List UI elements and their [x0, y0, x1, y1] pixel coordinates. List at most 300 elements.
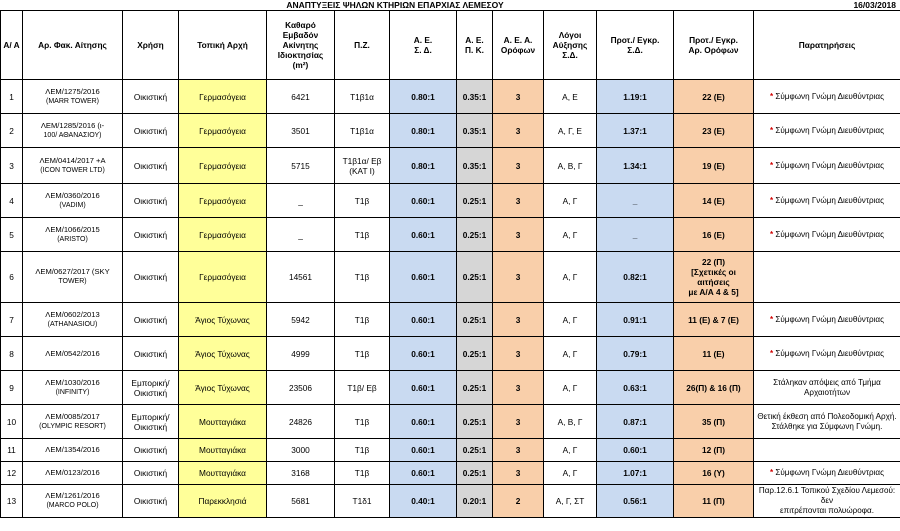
cell-use — [123, 405, 179, 439]
cell-area: _ — [267, 184, 335, 218]
prot-floors: 12 (Π) — [701, 445, 726, 455]
col-area-l4: Ιδιοκτησίας — [277, 50, 324, 60]
use-label: Οικιστική — [133, 229, 168, 240]
cell-ae-pk: 0.25:1 — [457, 405, 493, 439]
cell-ae-sd: 0.60:1 — [390, 405, 457, 439]
col-area-l2: Εμβαδόν — [282, 30, 319, 40]
col-prot-sd-l2: Σ.Δ. — [627, 45, 643, 55]
cell-ae-sd: 0.40:1 — [390, 485, 457, 518]
cell-remarks — [754, 439, 900, 462]
file-number: ΛΕΜ/1354/2016 — [45, 445, 100, 454]
cell-aea: 3 — [493, 337, 544, 371]
col-prot-or-l2: Αρ. Ορόφων — [688, 45, 739, 55]
cell-remarks — [754, 371, 900, 405]
remark-text: Σύμφωνη Γνώμη Διευθύντριας — [773, 125, 885, 135]
table-row — [1, 80, 900, 114]
cell-ae-pk: 0.25:1 — [457, 252, 493, 303]
use-label: Οικιστική — [133, 314, 168, 325]
col-reasons-l1: Λόγοι — [558, 30, 582, 40]
table-row — [1, 184, 900, 218]
col-ae-pk-l2: Π. Κ. — [465, 45, 484, 55]
cell-authority: Γερμασόγεια — [179, 114, 267, 148]
cell-prot-sd: 1.37:1 — [597, 114, 674, 148]
cell-aa: 12 — [1, 462, 23, 485]
cell-prot-or — [674, 303, 754, 337]
cell-file — [23, 184, 123, 218]
cell-file — [23, 218, 123, 252]
cell-aa: 1 — [1, 80, 23, 114]
cell-area: 6421 — [267, 80, 335, 114]
col-aea-l2: Ορόφων — [500, 45, 536, 55]
use-label-2: Οικιστική — [133, 387, 168, 398]
cell-prot-or — [674, 337, 754, 371]
cell-area: 4999 — [267, 337, 335, 371]
cell-reasons: Α, Γ, Ε — [544, 114, 597, 148]
cell-aa: 2 — [1, 114, 23, 148]
cell-file — [23, 303, 123, 337]
remark-text: Σύμφωνη Γνώμη Διευθύντριας — [773, 229, 885, 239]
cell-prot-sd: 0.91:1 — [597, 303, 674, 337]
file-number: ΛΕΜ/0360/2016 — [45, 190, 100, 200]
col-aea-l1: Α. Ε. Α. — [503, 35, 533, 45]
pz-zone: Τ1β1α/ Εβ — [342, 155, 382, 166]
remark-text-2: επιτρέπονται πολυώροφα. — [780, 506, 874, 515]
cell-reasons: Α, Γ — [544, 439, 597, 462]
prot-floors: 16 (Ε) — [702, 229, 725, 240]
cell-remarks — [754, 184, 900, 218]
cell-file — [23, 462, 123, 485]
cell-ae-pk: 0.25:1 — [457, 218, 493, 252]
file-project-name: (ATHANASIOU) — [47, 320, 98, 328]
cell-aa: 8 — [1, 337, 23, 371]
cell-prot-sd: 1.07:1 — [597, 462, 674, 485]
cell-reasons: Α, Γ — [544, 184, 597, 218]
table-row — [1, 303, 900, 337]
cell-remarks — [754, 114, 900, 148]
col-use: Χρήση — [123, 11, 179, 80]
cell-remarks — [754, 337, 900, 371]
cell-file — [23, 485, 123, 518]
col-prot-sd-l1: Προτ./ Εγκρ. — [610, 35, 660, 45]
cell-aa: 6 — [1, 252, 23, 303]
cell-file — [23, 148, 123, 184]
cell-pz — [335, 439, 390, 462]
cell-authority: Γερμασόγεια — [179, 148, 267, 184]
cell-remarks — [754, 405, 900, 439]
file-number: ΛΕΜ/1030/2016 — [45, 377, 100, 387]
cell-prot-or — [674, 485, 754, 518]
table-row — [1, 462, 900, 485]
cell-use — [123, 462, 179, 485]
cell-prot-or — [674, 148, 754, 184]
file-number: ΛΕΜ/0602/2013 — [45, 309, 100, 319]
cell-ae-sd: 0.80:1 — [390, 114, 457, 148]
cell-ae-pk: 0.25:1 — [457, 371, 493, 405]
col-authority: Τοπική Αρχή — [179, 11, 267, 80]
cell-remarks — [754, 148, 900, 184]
cell-ae-pk: 0.25:1 — [457, 184, 493, 218]
cell-ae-sd: 0.80:1 — [390, 148, 457, 184]
cell-prot-sd: 0.56:1 — [597, 485, 674, 518]
cell-pz — [335, 148, 390, 184]
remark-text: Σύμφωνη Γνώμη Διευθύντριας — [773, 314, 885, 324]
cell-aa: 4 — [1, 184, 23, 218]
cell-pz — [335, 337, 390, 371]
prot-floors: 14 (Ε) — [702, 195, 725, 206]
col-area-l3: Ακίνητης — [282, 40, 319, 50]
cell-authority: Γερμασόγεια — [179, 218, 267, 252]
remark-star: * — [769, 348, 774, 358]
file-number: ΛΕΜ/0542/2016 — [45, 348, 100, 358]
cell-aa: 11 — [1, 439, 23, 462]
col-ae-pk-l1: Α. Ε. — [465, 35, 484, 45]
cell-reasons: Α, Γ — [544, 218, 597, 252]
cell-area: 3168 — [267, 462, 335, 485]
cell-aa: 13 — [1, 485, 23, 518]
file-number: ΛΕΜ/0123/2016 — [45, 468, 100, 477]
cell-aea: 3 — [493, 303, 544, 337]
report-title: ΑΝΑΠΤΥΞΕΙΣ ΨΗΛΩΝ ΚΤΗΡΙΩΝ ΕΠΑΡΧΙΑΣ ΛΕΜΕΣΟΥ — [286, 0, 504, 10]
cell-prot-sd: 0.79:1 — [597, 337, 674, 371]
cell-remarks — [754, 218, 900, 252]
cell-prot-or — [674, 405, 754, 439]
cell-pz — [335, 80, 390, 114]
cell-ae-pk: 0.20:1 — [457, 485, 493, 518]
use-label: Οικιστική — [133, 468, 168, 478]
cell-area: 5715 — [267, 148, 335, 184]
cell-ae-pk: 0.25:1 — [457, 303, 493, 337]
col-ae-sd-l1: Α. Ε. — [413, 35, 433, 45]
cell-use — [123, 337, 179, 371]
use-label: Οικιστική — [133, 348, 168, 359]
cell-use — [123, 303, 179, 337]
cell-file — [23, 439, 123, 462]
pz-zone: Τ1β — [354, 445, 370, 455]
file-number: ΛΕΜ/1275/2016 — [45, 86, 100, 96]
prot-floors: 11 (Π) — [702, 496, 725, 506]
cell-prot-sd: 0.82:1 — [597, 252, 674, 303]
remark-text-2: Αρχαιοτήτων — [803, 387, 851, 397]
remark-text: Σύμφωνη Γνώμη Διευθύντριας — [773, 91, 885, 101]
cell-ae-pk: 0.35:1 — [457, 148, 493, 184]
file-project-name: (ARISTO) — [57, 235, 88, 243]
cell-pz — [335, 114, 390, 148]
remark-text: Σύμφωνη Γνώμη Διευθύντριας — [773, 348, 885, 358]
cell-prot-sd: 1.19:1 — [597, 80, 674, 114]
cell-prot-or — [674, 114, 754, 148]
cell-remarks — [754, 303, 900, 337]
remark-text: Σύμφωνη Γνώμη Διευθύντριας — [773, 468, 885, 477]
pz-zone-category: (ΚΑΤ Ι) — [349, 165, 375, 176]
cell-prot-or — [674, 439, 754, 462]
cell-authority: Άγιος Τύχωνας — [179, 303, 267, 337]
cell-area: _ — [267, 218, 335, 252]
table-row — [1, 218, 900, 252]
remark-text: Στάληκαν απόψεις από Τμήμα — [773, 377, 881, 387]
cell-ae-sd: 0.60:1 — [390, 337, 457, 371]
cell-aa: 5 — [1, 218, 23, 252]
cell-ae-sd: 0.60:1 — [390, 439, 457, 462]
cell-reasons: Α, Β, Γ — [544, 148, 597, 184]
col-area-l1: Καθαρό — [285, 20, 316, 30]
remark-star: * — [769, 314, 774, 324]
prot-note-1: [Σχετικές οι — [691, 267, 736, 277]
cell-prot-or — [674, 252, 754, 303]
cell-prot-or — [674, 462, 754, 485]
pz-zone: Τ1β1α — [350, 91, 374, 102]
prot-floors: 19 (Ε) — [702, 160, 725, 171]
cell-authority: Άγιος Τύχωνας — [179, 337, 267, 371]
prot-floors: 35 (Π) — [701, 416, 726, 427]
cell-area: 24826 — [267, 405, 335, 439]
pz-zone: Τ1β — [354, 314, 370, 325]
cell-aa: 9 — [1, 371, 23, 405]
cell-reasons: Α, Β, Γ — [544, 405, 597, 439]
remark-text: Παρ.12.6.1 Τοπικού Σχεδίου Λεμεσού: δεν — [758, 486, 896, 505]
pz-zone: Τ1β — [354, 468, 370, 478]
cell-ae-sd: 0.80:1 — [390, 80, 457, 114]
col-prot-or — [674, 11, 754, 80]
cell-aea: 3 — [493, 114, 544, 148]
cell-remarks — [754, 252, 900, 303]
cell-ae-sd: 0.60:1 — [390, 184, 457, 218]
cell-ae-pk: 0.25:1 — [457, 439, 493, 462]
pz-zone: Τ1β — [354, 416, 370, 427]
col-prot-sd — [597, 11, 674, 80]
use-label: Οικιστική — [133, 195, 168, 206]
cell-prot-sd: _ — [597, 184, 674, 218]
cell-pz — [335, 184, 390, 218]
cell-prot-sd: 0.60:1 — [597, 439, 674, 462]
cell-authority: Άγιος Τύχωνας — [179, 371, 267, 405]
prot-note-3: με Α/Α 4 & 5] — [688, 287, 739, 297]
use-label: Οικιστική — [133, 496, 168, 506]
tall-buildings-table — [0, 10, 900, 518]
cell-file — [23, 371, 123, 405]
col-reasons-l2: Αύξησης — [552, 40, 588, 50]
cell-ae-sd: 0.60:1 — [390, 462, 457, 485]
cell-remarks — [754, 462, 900, 485]
remark-text: Σύμφωνη Γνώμη Διευθύντριας — [773, 195, 885, 205]
prot-floors: 23 (Ε) — [702, 125, 725, 136]
cell-reasons: Α, Ε — [544, 80, 597, 114]
cell-ae-pk: 0.25:1 — [457, 337, 493, 371]
cell-file — [23, 80, 123, 114]
cell-aa: 7 — [1, 303, 23, 337]
table-row — [1, 485, 900, 518]
cell-use — [123, 371, 179, 405]
table-row — [1, 405, 900, 439]
cell-ae-pk: 0.35:1 — [457, 114, 493, 148]
cell-reasons: Α, Γ, ΣΤ — [544, 485, 597, 518]
file-number: ΛΕΜ/0414/2017 +Α — [39, 155, 106, 165]
cell-prot-or — [674, 80, 754, 114]
cell-use — [123, 218, 179, 252]
use-label: Οικιστική — [133, 445, 168, 455]
remark-star: * — [769, 91, 774, 101]
cell-reasons: Α, Γ — [544, 252, 597, 303]
pz-zone: Τ1β1α — [350, 125, 374, 136]
cell-use — [123, 485, 179, 518]
prot-floors: 16 (Υ) — [702, 468, 725, 478]
file-project-name: (MARCO POLO) — [46, 502, 99, 509]
col-remarks: Παρατηρήσεις — [754, 11, 900, 80]
file-number: ΛΕΜ/1285/2016 (ι- — [40, 120, 105, 130]
use-label: Οικιστική — [133, 272, 168, 282]
col-aea — [493, 11, 544, 80]
cell-aea: 3 — [493, 80, 544, 114]
col-reasons-l3: Σ.Δ. — [562, 50, 578, 60]
file-project-name: TOWER) — [58, 278, 87, 285]
cell-reasons: Α, Γ — [544, 462, 597, 485]
cell-aea: 2 — [493, 485, 544, 518]
use-label: Εμπορική/ — [131, 411, 170, 422]
cell-prot-sd: 0.63:1 — [597, 371, 674, 405]
cell-authority: Γερμασόγεια — [179, 252, 267, 303]
cell-pz — [335, 371, 390, 405]
cell-remarks — [754, 485, 900, 518]
col-prot-or-l1: Προτ./ Εγκρ. — [689, 35, 738, 45]
cell-prot-or — [674, 371, 754, 405]
cell-ae-sd: 0.60:1 — [390, 218, 457, 252]
file-project-name: (OLYMPIC RESORT) — [39, 422, 106, 430]
cell-prot-sd: _ — [597, 218, 674, 252]
cell-prot-or — [674, 218, 754, 252]
cell-use — [123, 439, 179, 462]
pz-zone: Τ1β/ Εβ — [347, 382, 377, 393]
cell-ae-sd: 0.60:1 — [390, 303, 457, 337]
table-row — [1, 114, 900, 148]
remark-star: * — [769, 160, 774, 170]
cell-use — [123, 148, 179, 184]
pz-zone: Τ1β — [354, 348, 370, 359]
cell-authority: Μουτταγιάκα — [179, 462, 267, 485]
use-label: Οικιστική — [133, 125, 168, 136]
cell-aa: 3 — [1, 148, 23, 184]
remark-text-2: Στάλθηκε για Σύμφωνη Γνώμη. — [771, 421, 883, 431]
file-project-name: (MARR TOWER) — [45, 97, 100, 105]
cell-pz — [335, 462, 390, 485]
remark-star: * — [769, 195, 774, 205]
prot-floors: 22 (Ε) — [702, 91, 725, 102]
cell-pz — [335, 303, 390, 337]
col-aa: Α/ Α — [1, 11, 23, 80]
cell-file — [23, 405, 123, 439]
cell-ae-pk: 0.25:1 — [457, 462, 493, 485]
cell-authority: Παρεκκλησιά — [179, 485, 267, 518]
file-number: ΛΕΜ/1066/2015 — [45, 224, 100, 234]
cell-reasons: Α, Γ — [544, 303, 597, 337]
cell-aea: 3 — [493, 184, 544, 218]
remark-star: * — [769, 229, 774, 239]
col-ae-sd-l2: Σ. Δ. — [414, 45, 432, 55]
file-project-name: 100/ ΑΘΑΝΑΣΙΟΥ) — [43, 131, 102, 139]
prot-floors: 26(Π) & 16 (Π) — [686, 382, 741, 393]
table-row — [1, 337, 900, 371]
cell-file — [23, 114, 123, 148]
cell-ae-sd: 0.60:1 — [390, 252, 457, 303]
cell-aea: 3 — [493, 218, 544, 252]
pz-zone: Τ1β — [354, 229, 370, 240]
cell-prot-sd: 1.34:1 — [597, 148, 674, 184]
cell-pz — [335, 485, 390, 518]
prot-note-2: αιτήσεις — [697, 277, 730, 287]
cell-pz — [335, 405, 390, 439]
header-row — [1, 11, 900, 80]
col-area — [267, 11, 335, 80]
use-label-2: Οικιστική — [133, 421, 168, 432]
remark-star: * — [769, 468, 774, 477]
cell-aea: 3 — [493, 439, 544, 462]
prot-floors: 22 (Π) — [701, 257, 726, 267]
cell-area: 23506 — [267, 371, 335, 405]
col-ae-sd — [390, 11, 457, 80]
cell-area: 3501 — [267, 114, 335, 148]
cell-ae-pk: 0.35:1 — [457, 80, 493, 114]
cell-reasons: Α, Γ — [544, 371, 597, 405]
file-number: ΛΕΜ/0085/2017 — [45, 411, 100, 421]
cell-authority: Μουτταγιάκα — [179, 439, 267, 462]
cell-aa: 10 — [1, 405, 23, 439]
use-label: Οικιστική — [133, 91, 168, 102]
use-label: Εμπορική/ — [131, 377, 170, 388]
cell-use — [123, 184, 179, 218]
cell-area: 14561 — [267, 252, 335, 303]
table-row — [1, 439, 900, 462]
file-project-name: (ICON TOWER LTD) — [40, 166, 105, 174]
cell-pz — [335, 252, 390, 303]
cell-aea: 3 — [493, 252, 544, 303]
file-project-name: (INFINITY) — [55, 388, 90, 396]
cell-area: 3000 — [267, 439, 335, 462]
cell-use — [123, 80, 179, 114]
cell-remarks — [754, 80, 900, 114]
cell-aea: 3 — [493, 462, 544, 485]
cell-area: 5942 — [267, 303, 335, 337]
cell-aea: 3 — [493, 405, 544, 439]
cell-aea: 3 — [493, 371, 544, 405]
pz-zone: Τ1δ1 — [352, 496, 372, 506]
table-row — [1, 371, 900, 405]
prot-floors: 11 (Ε) & 7 (Ε) — [688, 314, 739, 325]
file-number: ΛΕΜ/0627/2017 (SKY — [35, 267, 110, 276]
pz-zone: Τ1β — [354, 195, 370, 206]
cell-authority: Γερμασόγεια — [179, 184, 267, 218]
cell-pz — [335, 218, 390, 252]
use-label: Οικιστική — [133, 160, 168, 171]
file-project-name: (VADIM) — [59, 201, 86, 209]
cell-authority: Γερμασόγεια — [179, 80, 267, 114]
file-number: ΛΕΜ/1261/2016 — [45, 491, 100, 500]
col-reasons — [544, 11, 597, 80]
cell-aea: 3 — [493, 148, 544, 184]
report-title-bar — [0, 0, 900, 10]
remark-text: Θετική έκθεση από Πολεοδομική Αρχή. — [757, 411, 897, 421]
cell-file — [23, 337, 123, 371]
cell-prot-sd: 0.87:1 — [597, 405, 674, 439]
cell-area: 5681 — [267, 485, 335, 518]
cell-file — [23, 252, 123, 303]
col-pz: Π.Ζ. — [335, 11, 390, 80]
cell-prot-or — [674, 184, 754, 218]
table-row — [1, 252, 900, 303]
remark-text: Σύμφωνη Γνώμη Διευθύντριας — [773, 160, 885, 170]
pz-zone: Τ1β — [354, 272, 370, 282]
remark-star: * — [769, 125, 774, 135]
cell-ae-sd: 0.60:1 — [390, 371, 457, 405]
col-ae-pk — [457, 11, 493, 80]
col-file: Αρ. Φακ. Αίτησης — [23, 11, 123, 80]
